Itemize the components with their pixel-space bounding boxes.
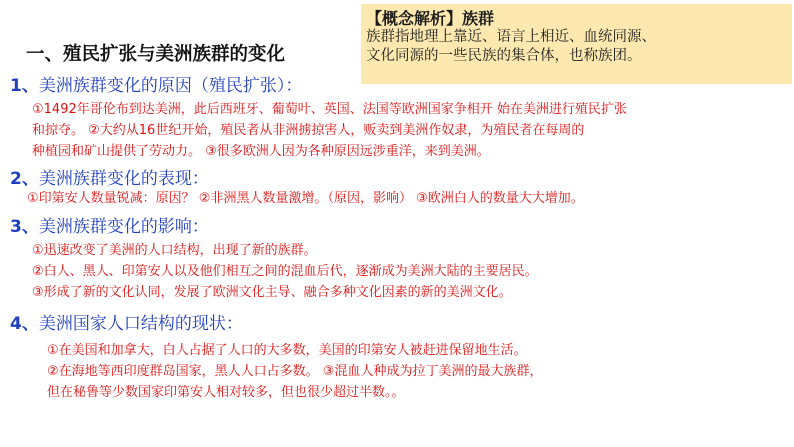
section-4-heading [10,309,243,334]
body-line: ③形成了新的文化认同，发展了欧洲文化主导、融合多种文化因素的新的美洲文化。 [32,285,512,300]
main-title: 一、殖民扩张与美洲族群的变化 [26,44,286,65]
concept-definition [366,28,790,66]
body-line: ①印第安人数量锐减：原因？ ②非洲黑人数量激增。（原因，影响） ③欧洲白人的数量大大增加。 [27,191,584,206]
body-line: ①在美国和加拿大，白人占据了人口的大多数，美国的印第安人被赶进保留地生活。 [47,343,527,358]
section-title: 美洲族群变化的影响： [38,217,209,237]
section-3-body [32,240,538,303]
body-line: ②白人、黑人、印第安人以及他们相互之间的混血后代，逐渐成为美洲大陆的主要居民。 [32,264,538,279]
section-number: 3、 [10,217,39,237]
section-2-body [27,188,584,209]
body-line: ②在海地等西印度群岛国家，黑人人口占多数。 ③混血人种成为拉丁美洲的最大族群， [47,364,543,379]
section-number: 4、 [10,314,39,334]
body-line: 和掠夺。 ②大约从16世纪开始，殖民者从非洲掳掠害人，贩卖到美洲作奴隶，为殖民者在每周的 [32,123,585,138]
section-title: 美洲族群变化的表现： [38,169,209,189]
concept-title: 【概念解析】族群 [366,9,495,28]
section-title: 美洲族群变化的原因（殖民扩张）： [38,76,303,96]
section-4-body [47,340,542,403]
section-2-heading [10,164,209,189]
body-line: ①迅速改变了美洲的人口结构，出现了新的族群。 [32,243,317,258]
section-number: 1、 [10,76,39,96]
section-1-heading [10,71,302,96]
body-line: 但在秘鲁等少数国家印第安人相对较多，但也很少超过半数。。 [47,385,405,400]
section-number: 2、 [10,169,39,189]
concept-line: 文化同源的一些民族的集合体，也称族团。 [366,48,642,64]
section-1-body [32,99,627,162]
body-line: 种植园和矿山提供了劳动力。 ③很多欧洲人因为各种原因远涉重洋，来到美洲。 [32,144,490,159]
section-3-heading [10,212,209,237]
body-line: ①1492年哥伦布到达美洲，此后西班牙、葡萄叶、英国、法国等欧洲国家争相开 始在美洲进行殖民扩张 [32,102,627,117]
section-title: 美洲国家人口结构的现状： [38,314,243,334]
concept-line: 族群指地理上靠近、语言上相近、血统同源、 [366,29,656,45]
